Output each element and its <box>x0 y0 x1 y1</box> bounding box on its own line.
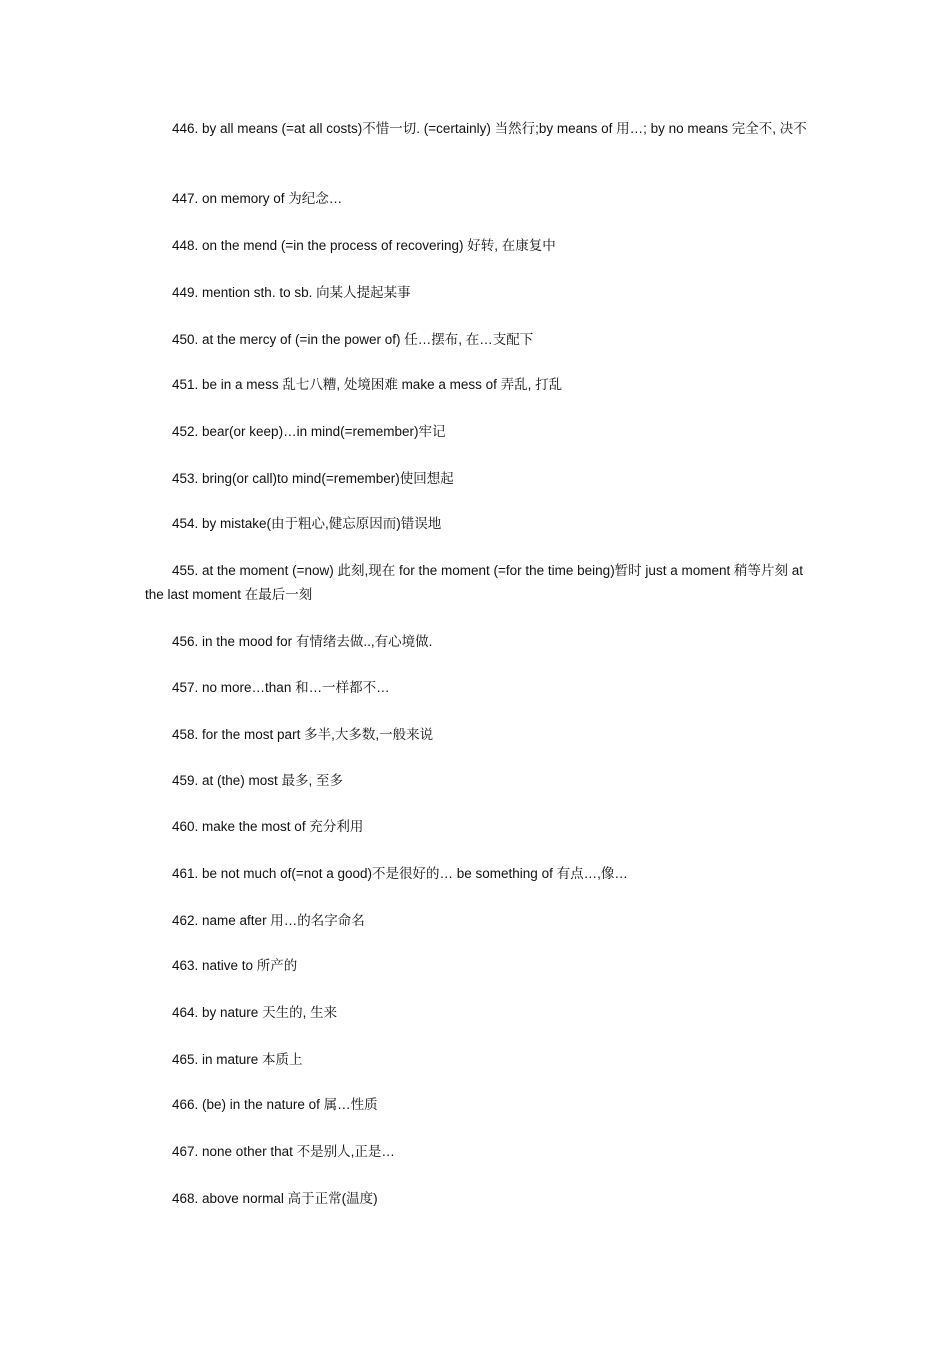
phrase-entry-461: 461. be not much of(=not a good)不是很好的… be something of 有点…,像… <box>172 866 628 881</box>
phrase-entry-468: 468. above normal 高于正常(温度) <box>172 1191 378 1206</box>
phrase-entry-464: 464. by nature 天生的, 生来 <box>172 1005 338 1020</box>
phrase-entry-448: 448. on the mend (=in the process of recovering) 好转, 在康复中 <box>172 238 556 253</box>
phrase-entry-459: 459. at (the) most 最多, 至多 <box>172 773 344 788</box>
phrase-entry-452: 452. bear(or keep)…in mind(=remember)牢记 <box>172 424 446 439</box>
phrase-entry-465: 465. in mature 本质上 <box>172 1052 303 1067</box>
phrase-entry-455: 455. at the moment (=now) 此刻,现在 for the moment (=for the time being)暂时 just a moment 稍等片刻 at the last moment 在最后一刻 <box>145 563 803 602</box>
phrase-entry-450: 450. at the mercy of (=in the power of) 任…摆布, 在…支配下 <box>172 332 534 347</box>
phrase-entry-451: 451. be in a mess 乱七八糟, 处境困难 make a mess of 弄乱, 打乱 <box>172 377 563 392</box>
phrase-entry-467: 467. none other that 不是别人,正是… <box>172 1144 395 1159</box>
phrase-entry-449: 449. mention sth. to sb. 向某人提起某事 <box>172 285 411 300</box>
phrase-entry-454: 454. by mistake(由于粗心,健忘原因而)错误地 <box>172 516 442 531</box>
phrase-entry-447: 447. on memory of 为纪念… <box>172 191 343 206</box>
phrase-entry-456: 456. in the mood for 有情绪去做..,有心境做. <box>172 634 433 649</box>
phrase-entry-457: 457. no more…than 和…一样都不… <box>172 680 390 695</box>
phrase-entry-462: 462. name after 用…的名字命名 <box>172 913 365 928</box>
phrase-entry-446: 446. by all means (=at all costs)不惜一切. (=certainly) 当然行;by means of 用…; by no means 完全不, 决不 <box>172 121 807 136</box>
phrase-entry-466: 466. (be) in the nature of 属…性质 <box>172 1097 378 1112</box>
phrase-entry-458: 458. for the most part 多半,大多数,一般来说 <box>172 727 434 742</box>
phrase-entry-460: 460. make the most of 充分利用 <box>172 819 364 834</box>
phrase-entry-463: 463. native to 所产的 <box>172 958 298 973</box>
phrase-entry-453: 453. bring(or call)to mind(=remember)使回想起 <box>172 471 454 486</box>
